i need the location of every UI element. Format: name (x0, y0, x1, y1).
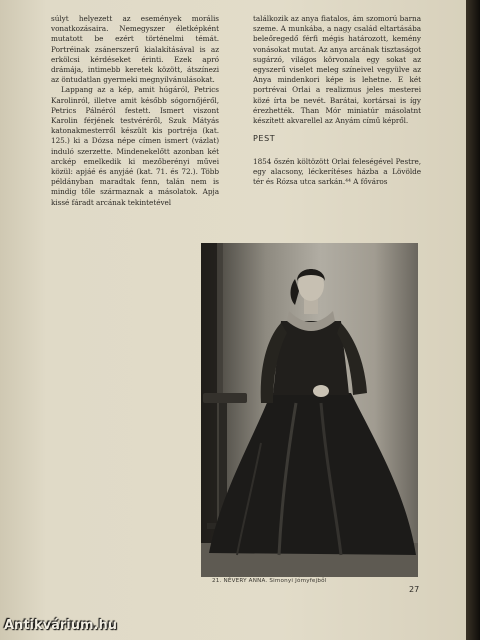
left-paragraph-2: Lappang az a kép, amit húgáról, Petrics Karolinról, illetve amit később sógornőjéről, Petrics Pálnéról festett. Ismert viszont Karolin férjének testvéréről, Szuk Mátyás katonakmesterről készült kis portréja (kat. 125.) ki a Dózsa népe címen ismert (vázlat) induló szerzette. Mindenekelőtt azonban két arckép emelkedik ki mezőberényi művei közül: apjáé és anyjáé (kat. 71. és 72.). Több példányban maradtak fenn, talán nem is mindig tőle származnak a másolatok. Apja kissé fáradt arcának tekintetével (51, 85, 219, 207)
right-text-column (253, 14, 421, 126)
right-paragraph-2: 1854 őszén költözött Orlai feleségével Pestre, egy alacsony, léckerítéses házba a Lövölde tér és Rózsa utca sarkán.⁴⁴ A főváros (253, 157, 421, 187)
page-number: 27 (409, 585, 420, 594)
figure-caption: 21. NÉVERY ANNA. Simonyi Jómyfejből (212, 578, 327, 584)
left-text-column (51, 14, 219, 208)
right-text-column-lower (253, 157, 421, 188)
site-watermark: Antikvárium.hu (4, 618, 117, 633)
page-edge-shadow (466, 0, 480, 640)
section-heading: PEST (253, 134, 276, 143)
right-paragraph-1: találkozik az anya fiatalos, ám szomorú barna szeme. A munkába, a nagy család eltartásába beleőregedő férfi mégis határozott, kemény vonásokat mutat. Az anya arcának tisztaságot sugárzó, világos körvonala egy sokat az egyszerű viselet meleg színeivel vegyülve az Anya mindenkori képe is lehetne. E két portrévai Orlai a realizmus jeles mesterei közé írta be nevét. Barátai, kortársai is így érezhették. Than Mór miniatúr másolatnt készített akvarellel az Anyám című képről. (253, 14, 421, 126)
left-paragraph-1: súlyt helyezett az események morális vonatkozásaira. Nemegyszer életképként mutatott be ezért történelmi témát. Portréinak zsánerszerű kialakításával is az erkölcsi kérdéseket érinti. Ezek apró drámája, intimebb keretek között, átszínezi az öntudatlan gyermeki megnyilvánulásokat. (51, 14, 219, 85)
portrait-photograph (201, 243, 418, 577)
portrait-woman-figure (201, 243, 418, 577)
